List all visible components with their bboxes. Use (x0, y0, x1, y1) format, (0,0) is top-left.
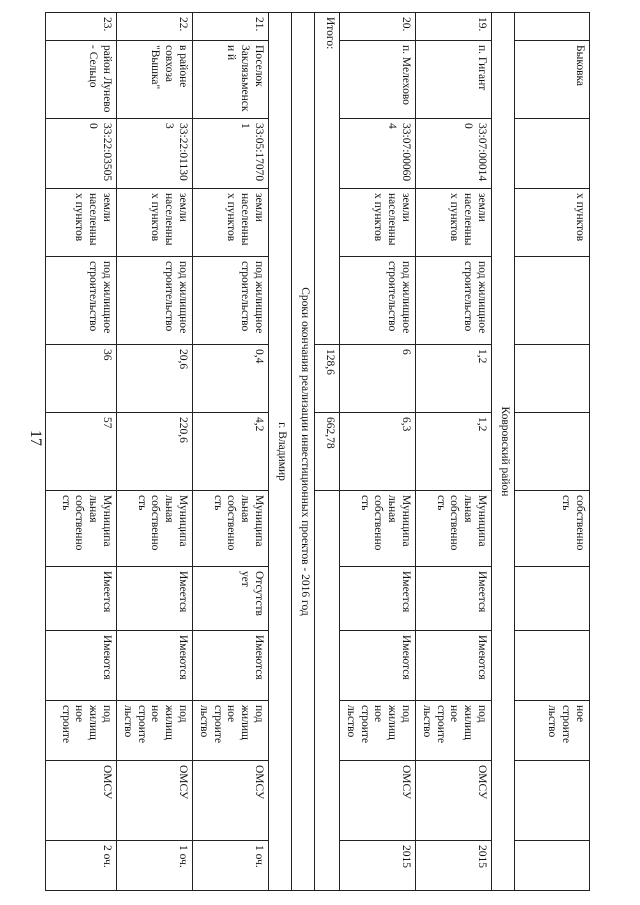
table-cell: 21. (193, 13, 269, 41)
table-cell: под жилищное строительство (193, 257, 269, 345)
table-cell: собственно сть (515, 491, 590, 567)
table-cell: 1,2 (416, 413, 492, 491)
table-cell: под жилищное строительство (340, 257, 416, 345)
page-number: 17 (27, 430, 44, 446)
total-empty (315, 491, 340, 891)
table-cell: земли населенны х пунктов (46, 189, 117, 257)
table-cell: Имеется (416, 567, 492, 631)
table-cell: 2015 (416, 841, 492, 891)
table-cell: Муниципа льная собственно сть (193, 491, 269, 567)
section-title-vladimir-row (269, 13, 292, 891)
table-cell: Муниципа льная собственно сть (117, 491, 193, 567)
table-cell (515, 761, 590, 841)
table-cell (515, 841, 590, 891)
total-row (315, 13, 340, 891)
deadline-heading-row (292, 13, 315, 891)
table-cell: 23. (46, 13, 117, 41)
table-cell (515, 13, 590, 41)
table-cell: Имеется (340, 567, 416, 631)
table-cell: под жилищное строительство (46, 257, 117, 345)
table-cell: земли населенны х пунктов (416, 189, 492, 257)
table-cell: п. Гигант (416, 41, 492, 119)
table-row-continued (515, 13, 590, 891)
table-body (46, 13, 590, 891)
table-cell (515, 345, 590, 413)
table-cell: Имеется (46, 567, 117, 631)
table-cell: 33:05:170701 (193, 119, 269, 189)
table-cell: земли населенны х пунктов (117, 189, 193, 257)
table-cell: ОМСУ (340, 761, 416, 841)
table-cell: ОМСУ (416, 761, 492, 841)
table-cell: Быковка (515, 41, 590, 119)
table-cell: 33:07:000140 (416, 119, 492, 189)
table-cell: ОМСУ (117, 761, 193, 841)
table-cell: ное строите льство (515, 701, 590, 761)
table-cell: под жилищ ное строите льство (117, 701, 193, 761)
table-cell: ОМСУ (193, 761, 269, 841)
table-cell: Имеются (193, 631, 269, 701)
total-label: Итого: (315, 13, 340, 345)
table-cell: Имеются (416, 631, 492, 701)
table-cell: под жилищное строительство (117, 257, 193, 345)
table-cell: Имеются (46, 631, 117, 701)
table-cell: 6,3 (340, 413, 416, 491)
table-row (416, 13, 492, 891)
section-title-kovrov: Ковровский район (492, 13, 515, 891)
table-row (46, 13, 117, 891)
table-cell: под жилищ ное строите (46, 701, 117, 761)
table-cell: 19. (416, 13, 492, 41)
table-cell: в районе совхоза "Вышка" (117, 41, 193, 119)
table-cell (515, 257, 590, 345)
table-cell: земли населенны х пунктов (193, 189, 269, 257)
table-cell: 33:22:011303 (117, 119, 193, 189)
rotated-table-container (59, 12, 590, 890)
total-area-1: 128,6 (315, 345, 340, 413)
table-cell (515, 567, 590, 631)
table-cell: Муниципа льная собственно сть (416, 491, 492, 567)
table-cell (515, 413, 590, 491)
table-cell (515, 119, 590, 189)
table-cell: 220,6 (117, 413, 193, 491)
table-cell: Имеется (117, 567, 193, 631)
table-row (117, 13, 193, 891)
table-cell: 33:22:035050 (46, 119, 117, 189)
table-cell: 4,2 (193, 413, 269, 491)
table-cell: 22. (117, 13, 193, 41)
section-title-kovrov-row (492, 13, 515, 891)
table-cell: земли населенны х пунктов (340, 189, 416, 257)
table-cell: под жилищ ное строите льство (416, 701, 492, 761)
table-cell: 20. (340, 13, 416, 41)
land-plots-table (45, 12, 590, 891)
table-cell: 57 (46, 413, 117, 491)
table-cell: 1 оч. (193, 841, 269, 891)
section-title-vladimir: г. Владимир (269, 13, 292, 891)
table-cell: Муниципа льная собственно сть (340, 491, 416, 567)
total-area-2: 662,78 (315, 413, 340, 491)
table-cell: район Лунево - Сельцо (46, 41, 117, 119)
table-row (340, 13, 416, 891)
table-cell: под жилищное строительство (416, 257, 492, 345)
table-cell: Поселок Заклязьменски й (193, 41, 269, 119)
table-cell: 6 (340, 345, 416, 413)
deadline-heading: Сроки окончания реализации инвестиционных проектов - 2016 год (292, 13, 315, 891)
table-cell: 1 оч. (117, 841, 193, 891)
table-cell: п. Мелехово (340, 41, 416, 119)
table-cell: 20,6 (117, 345, 193, 413)
table-cell: Имеются (340, 631, 416, 701)
table-row (193, 13, 269, 891)
table-cell (515, 631, 590, 701)
table-cell: 0,4 (193, 345, 269, 413)
table-cell: под жилищ ное строите льство (340, 701, 416, 761)
table-cell: 33:07:000604 (340, 119, 416, 189)
table-cell: 2 оч. (46, 841, 117, 891)
table-cell: 2015 (340, 841, 416, 891)
table-cell: под жилищ ное строите льство (193, 701, 269, 761)
table-cell: Отсутств ует (193, 567, 269, 631)
table-cell: 1,2 (416, 345, 492, 413)
table-cell: Муниципа льная собственно сть (46, 491, 117, 567)
table-cell: 36 (46, 345, 117, 413)
table-cell: Имеются (117, 631, 193, 701)
table-cell: х пунктов (515, 189, 590, 257)
table-cell: ОМСУ (46, 761, 117, 841)
